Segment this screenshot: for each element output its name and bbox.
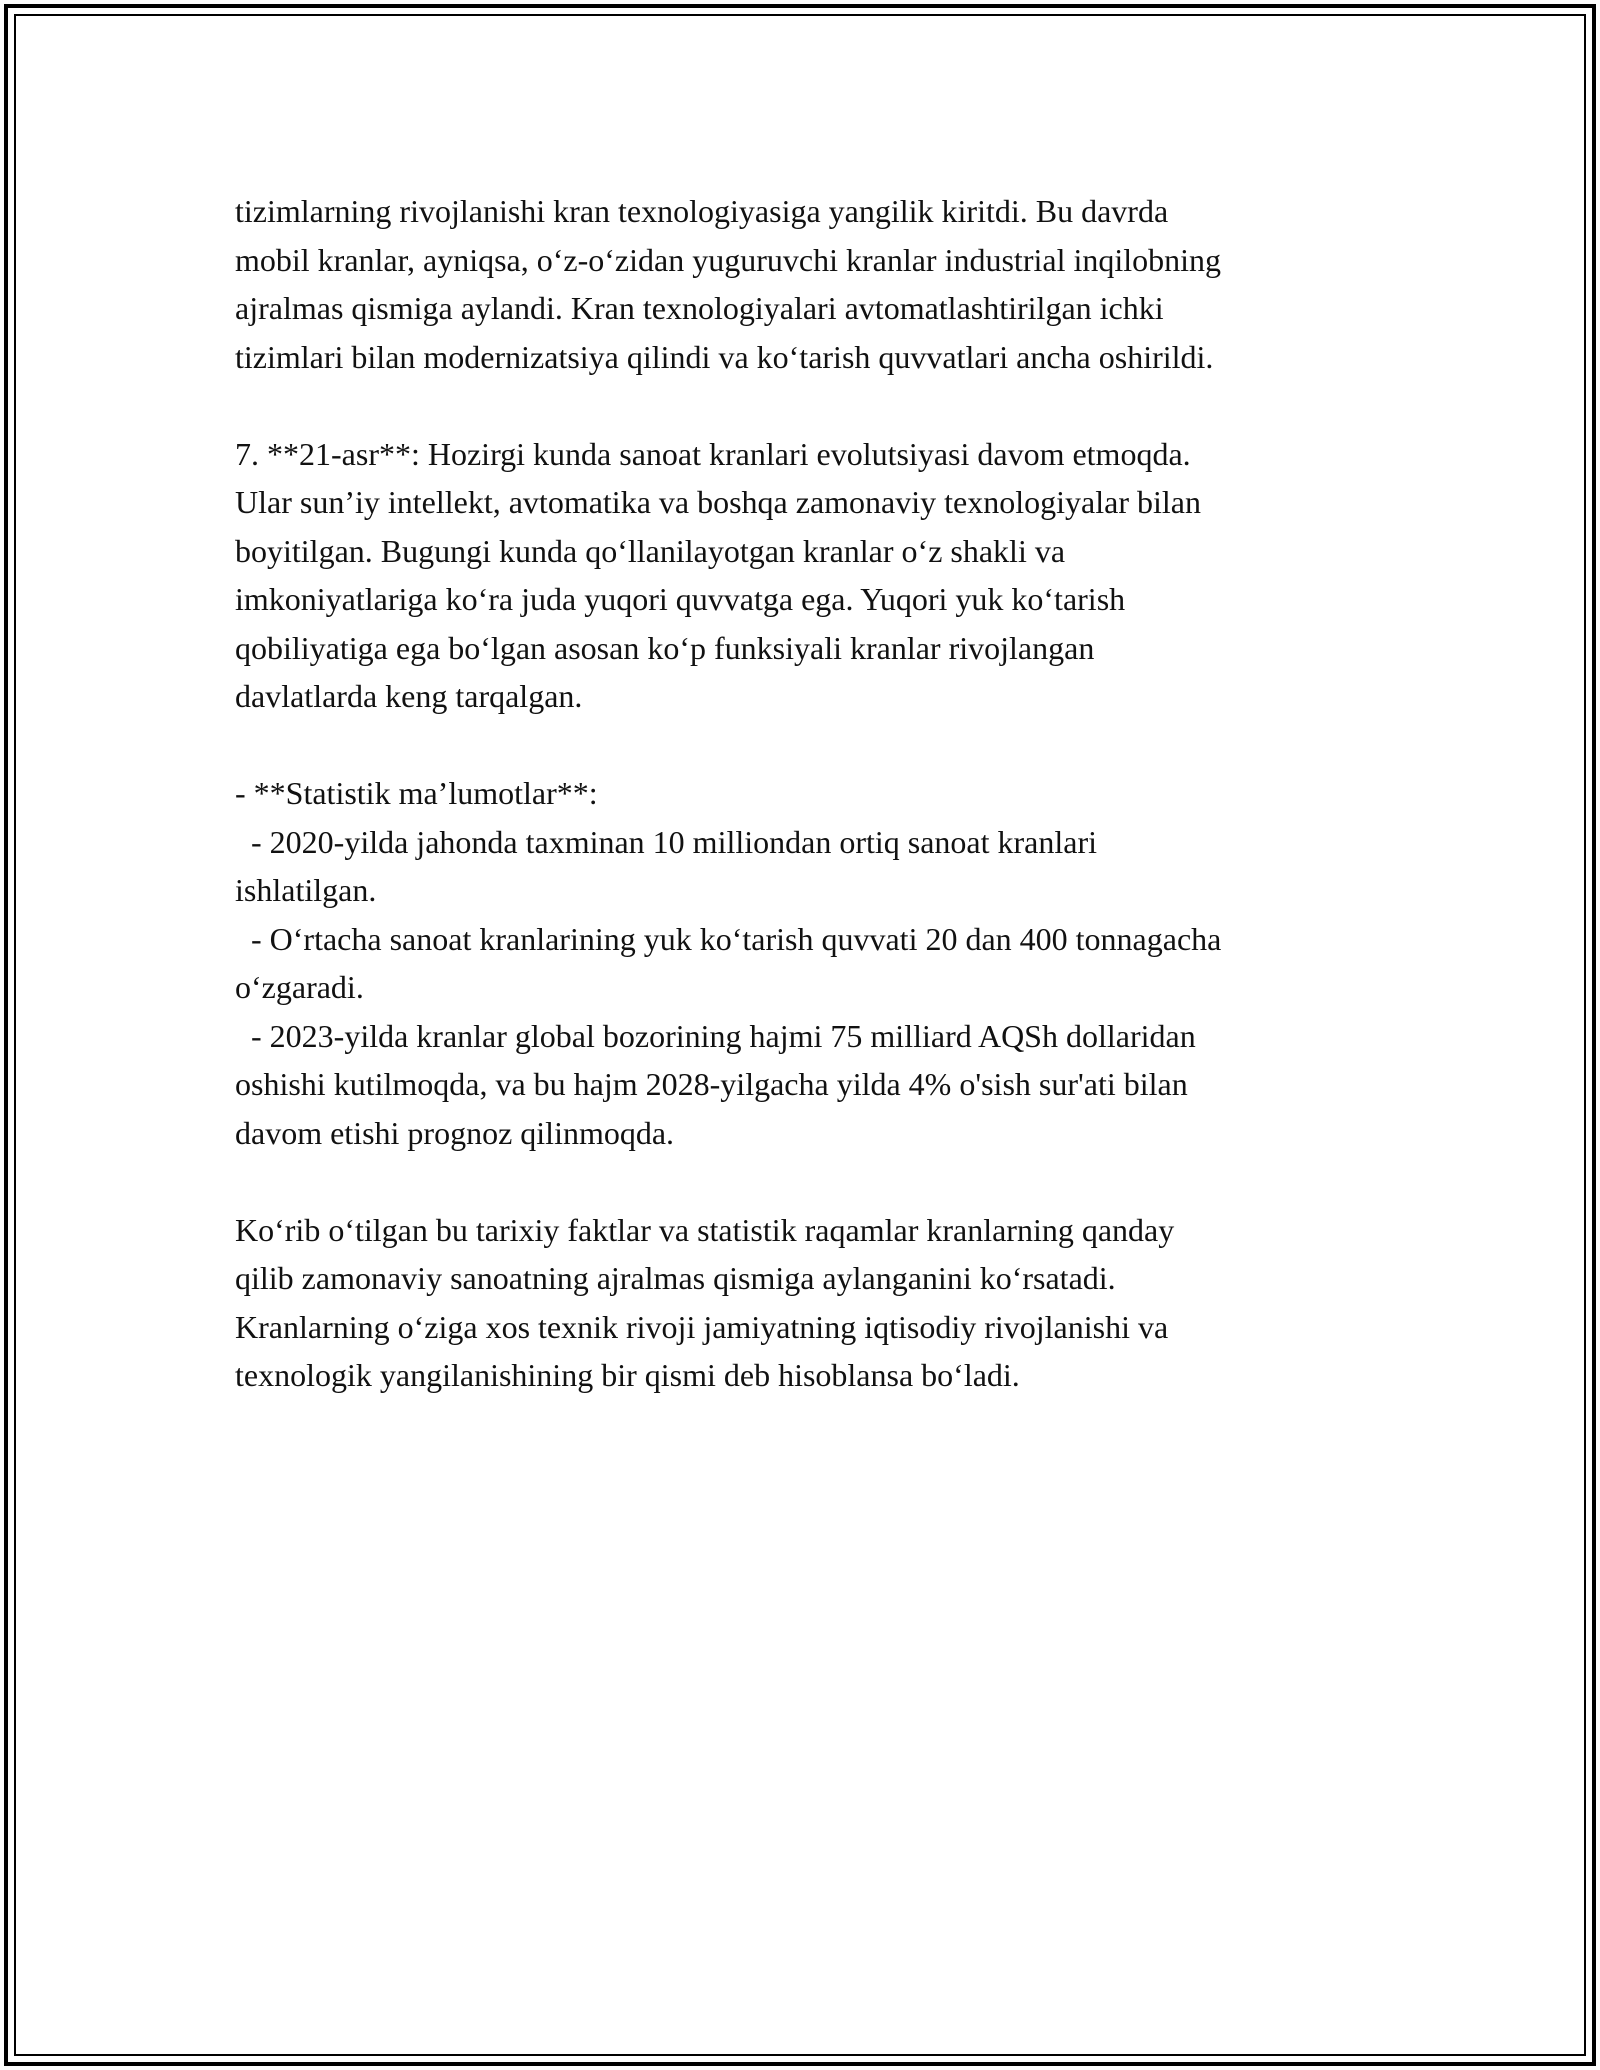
text-line: o‘zgaradi. (235, 969, 364, 1005)
text-line: Ko‘rib o‘tilgan bu tarixiy faktlar va statistik raqamlar kranlarning qanday (235, 1211, 1175, 1248)
paragraph-21st-century (235, 430, 1375, 721)
text-line: qilib zamonaviy sanoatning ajralmas qismiga aylanganini ko‘rsatadi. (235, 1260, 1116, 1296)
paragraph-crane-modernization (235, 187, 1375, 381)
text-line: mobil kranlar, ayniqsa, o‘z-o‘zidan yuguruvchi kranlar industrial inqilobning (235, 241, 1222, 278)
document-body (235, 187, 1375, 1448)
text-line: ishlatilgan. (235, 872, 377, 908)
text-line: davom etishi prognoz qilinmoqda. (235, 1114, 675, 1151)
text-line: 7. **21-asr**: Hozirgi kunda sanoat kranlari evolutsiyasi davom etmoqda. (235, 435, 1191, 472)
text-line: texnologik yangilanishining bir qismi deb hisoblansa bo‘ladi. (235, 1357, 1020, 1393)
text-line: Kranlarning o‘ziga xos texnik rivoji jamiyatning iqtisodiy rivojlanishi va (235, 1308, 1169, 1345)
text-line: Ular sun’iy intellekt, avtomatika va boshqa zamonaviy texnologiyalar bilan (235, 484, 1201, 520)
text-line: tizimlari bilan modernizatsiya qilindi va ko‘tarish quvvatlari ancha oshirildi. (235, 338, 1214, 375)
text-line: davlatlarda keng tarqalgan. (235, 678, 583, 714)
text-line: - O‘rtacha sanoat kranlarining yuk ko‘tarish quvvati 20 dan 400 tonnagacha (235, 920, 1222, 957)
text-line: - 2023-yilda kranlar global bozorining hajmi 75 milliard AQSh dollaridan (235, 1017, 1196, 1054)
paragraph-conclusion (235, 1206, 1375, 1400)
text-line: oshishi kutilmoqda, va bu hajm 2028-yilgacha yilda 4% o'sish sur'ati bilan (235, 1066, 1188, 1102)
text-line: ajralmas qismiga aylandi. Kran texnologiyalari avtomatlashtirilgan ichki (235, 290, 1164, 326)
text-line: imkoniyatlariga ko‘ra juda yuqori quvvatga ega. Yuqori yuk ko‘tarish (235, 581, 1126, 617)
text-line: qobiliyatiga ega bo‘lgan asosan ko‘p funksiyali kranlar rivojlangan (235, 629, 1095, 666)
text-line: tizimlarning rivojlanishi kran texnologiyasiga yangilik kiritdi. Bu davrda (235, 193, 1169, 229)
paragraph-statistics (235, 769, 1375, 1157)
text-line: boyitilgan. Bugungi kunda qo‘llanilayotgan kranlar o‘z shakli va (235, 532, 1066, 569)
text-line: - 2020-yilda jahonda taxminan 10 milliondan ortiq sanoat kranlari (235, 823, 1098, 860)
text-line: - **Statistik ma’lumotlar**: (235, 775, 598, 811)
